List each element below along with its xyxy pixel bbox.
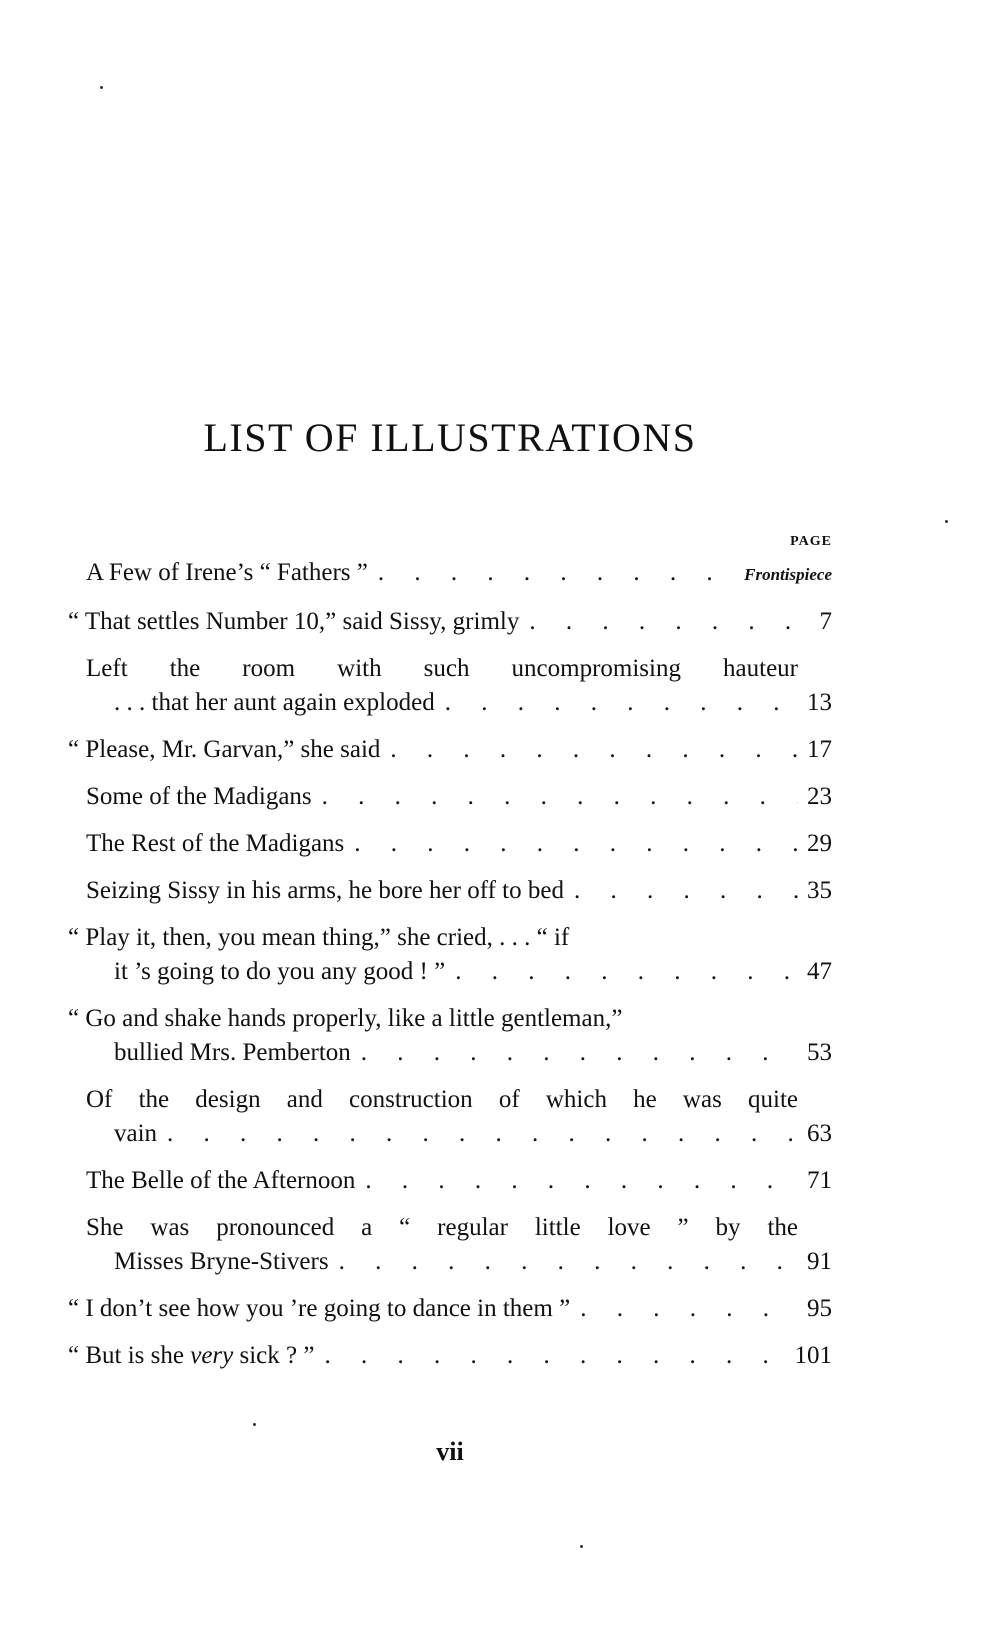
list-item [68,1292,832,1326]
list-item [68,733,832,767]
list-item [86,874,832,908]
dot-leader [564,874,798,908]
list-item [86,827,832,861]
caption-part: sick ? ” [233,1342,315,1369]
page-column-label: PAGE [790,534,832,549]
dot-leader [368,556,740,590]
entry-page: 47 [807,958,832,985]
entry-caption: The Rest of the Madigans [86,830,345,857]
entry-page: 17 [807,736,832,763]
entry-caption-continued: . . . that her aunt again exploded [114,689,435,716]
list-item [86,1164,832,1198]
list-item [68,605,832,639]
print-speck [253,1423,256,1426]
list-item [86,556,832,592]
entry-caption-continued: bullied Mrs. Pemberton [114,1039,351,1066]
entry-caption: “ I don’t see how you ’re going to dance in them ” [68,1295,571,1322]
dot-leader [445,955,798,989]
entry-caption: “ That settles Number 10,” said Sissy, grimly [68,608,520,635]
entry-caption: Some of the Madigans [86,783,312,810]
dot-leader [351,1036,798,1070]
entry-page: 23 [807,783,832,810]
entry-caption: A Few of Irene’s “ Fathers ” [86,559,368,586]
entry-page: 95 [807,1295,832,1322]
dot-leader [312,780,798,814]
print-speck [100,86,103,89]
page-number: vii [436,1437,464,1466]
dot-leader [329,1245,798,1279]
dot-leader [435,686,798,720]
print-speck [580,1545,583,1548]
dot-leader [355,1164,798,1198]
illustrations-list [68,556,832,1386]
list-item [86,1211,832,1279]
dot-leader [157,1117,798,1151]
dot-leader [344,827,798,861]
entry-caption: “ Go and shake hands properly, like a little gentleman,” [68,1005,623,1032]
entry-page: 13 [807,689,832,716]
entry-page: 101 [794,1342,832,1369]
list-item [86,1083,832,1151]
entry-page: 53 [807,1039,832,1066]
list-item [68,921,832,989]
caption-emphasis: very [190,1342,234,1369]
list-item [68,1002,832,1070]
dot-leader [314,1339,790,1373]
dot-leader [570,1292,798,1326]
entry-page: 29 [807,830,832,857]
entry-caption-continued: Misses Bryne-Stivers [114,1248,329,1275]
entry-caption: “ Please, Mr. Garvan,” she said [68,736,381,763]
list-item [68,1339,832,1373]
dot-leader [519,605,798,639]
list-item [86,780,832,814]
entry-caption: Seizing Sissy in his arms, he bore her off to bed [86,877,564,904]
entry-caption-continued: it ’s going to do you any good ! ” [114,958,446,985]
entry-page: 63 [807,1120,832,1147]
entry-caption: The Belle of the Afternoon [86,1167,356,1194]
entry-page: 35 [807,877,832,904]
entry-page: 7 [819,608,832,635]
entry-caption-continued: vain [114,1120,158,1147]
entry-caption: She was pronounced a “ regular little love ” by the [86,1214,798,1241]
list-item [86,652,832,720]
entry-page: Frontispiece [744,565,832,584]
caption-part: “ But is she [68,1342,191,1369]
entry-page: 71 [807,1167,832,1194]
entry-caption: “ Play it, then, you mean thing,” she cried, . . . “ if [68,924,570,951]
entry-caption: Of the design and construction of which he was quite [86,1086,798,1113]
entry-page: 91 [807,1248,832,1275]
print-speck [945,520,948,523]
entry-caption: Left the room with such uncompromising hauteur [86,655,798,682]
dot-leader [380,733,798,767]
entry-caption [68,1339,314,1373]
page-title: LIST OF ILLUSTRATIONS [203,415,697,460]
